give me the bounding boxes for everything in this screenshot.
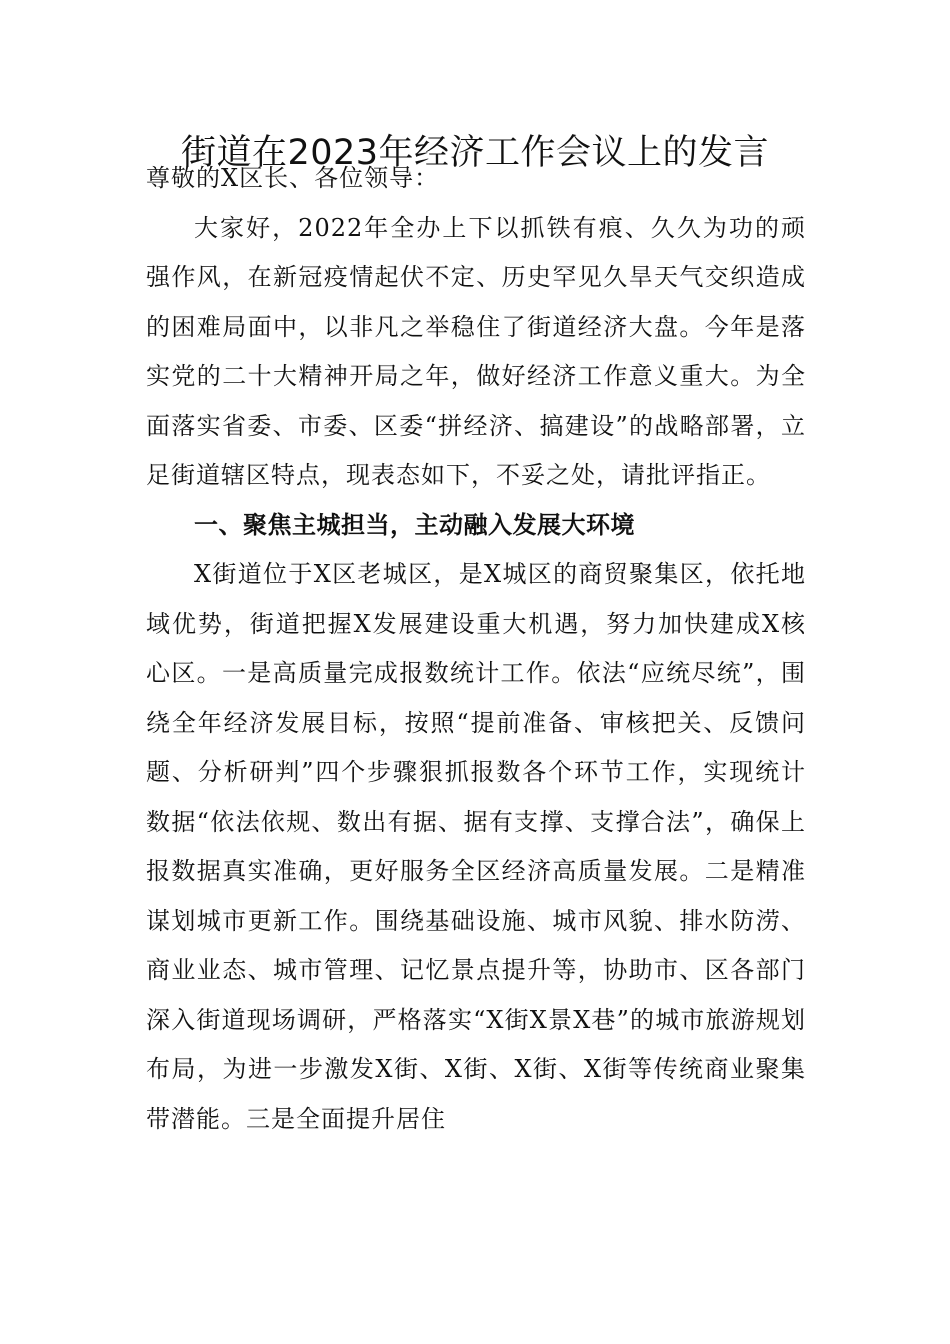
opening-paragraph: 大家好，2022年全办上下以抓铁有痕、久久为功的顽强作风，在新冠疫情起伏不定、历史罕见久旱天气交织造成的困难局面中，以非凡之举稳住了街道经济大盘。今年是落实党的二十大精神开局之年，做好经济工作意义重大。为全面落实省委、市委、区委“拼经济、搞建设”的战略部署，立足街道辖区特点，现表态如下，不妥之处，请批评指正。	[146, 213, 806, 489]
salutation: 尊敬的X区长、各位领导：	[146, 164, 440, 192]
document-body	[146, 154, 806, 1144]
section-1-paragraph: X街道位于X区老城区，是X城区的商贸聚集区，依托地域优势，街道把握X发展建设重大机遇，努力加快建成X核心区。一是高质量完成报数统计工作。依法“应统尽统”，围绕全年经济发展目标，按照“提前准备、审核把关、反馈问题、分析研判”四个步骤狠抓报数各个环节工作，实现统计数据“依法依规、数出有据、据有支撑、支撑合法”，确保上报数据真实准确，更好服务全区经济高质量发展。二是精准谋划城市更新工作。围绕基础设施、城市风貌、排水防涝、商业业态、城市管理、记忆景点提升等，协助市、区各部门深入街道现场调研，严格落实“X街X景X巷”的城市旅游规划布局，为进一步激发X街、X街、X街、X街等传统商业聚集带潜能。三是全面提升居住	[146, 560, 806, 1133]
document-title: 街道在2023年经济工作会议上的发言	[180, 133, 770, 173]
section-heading-1: 一、聚焦主城担当，主动融入发展大环境	[194, 510, 635, 539]
